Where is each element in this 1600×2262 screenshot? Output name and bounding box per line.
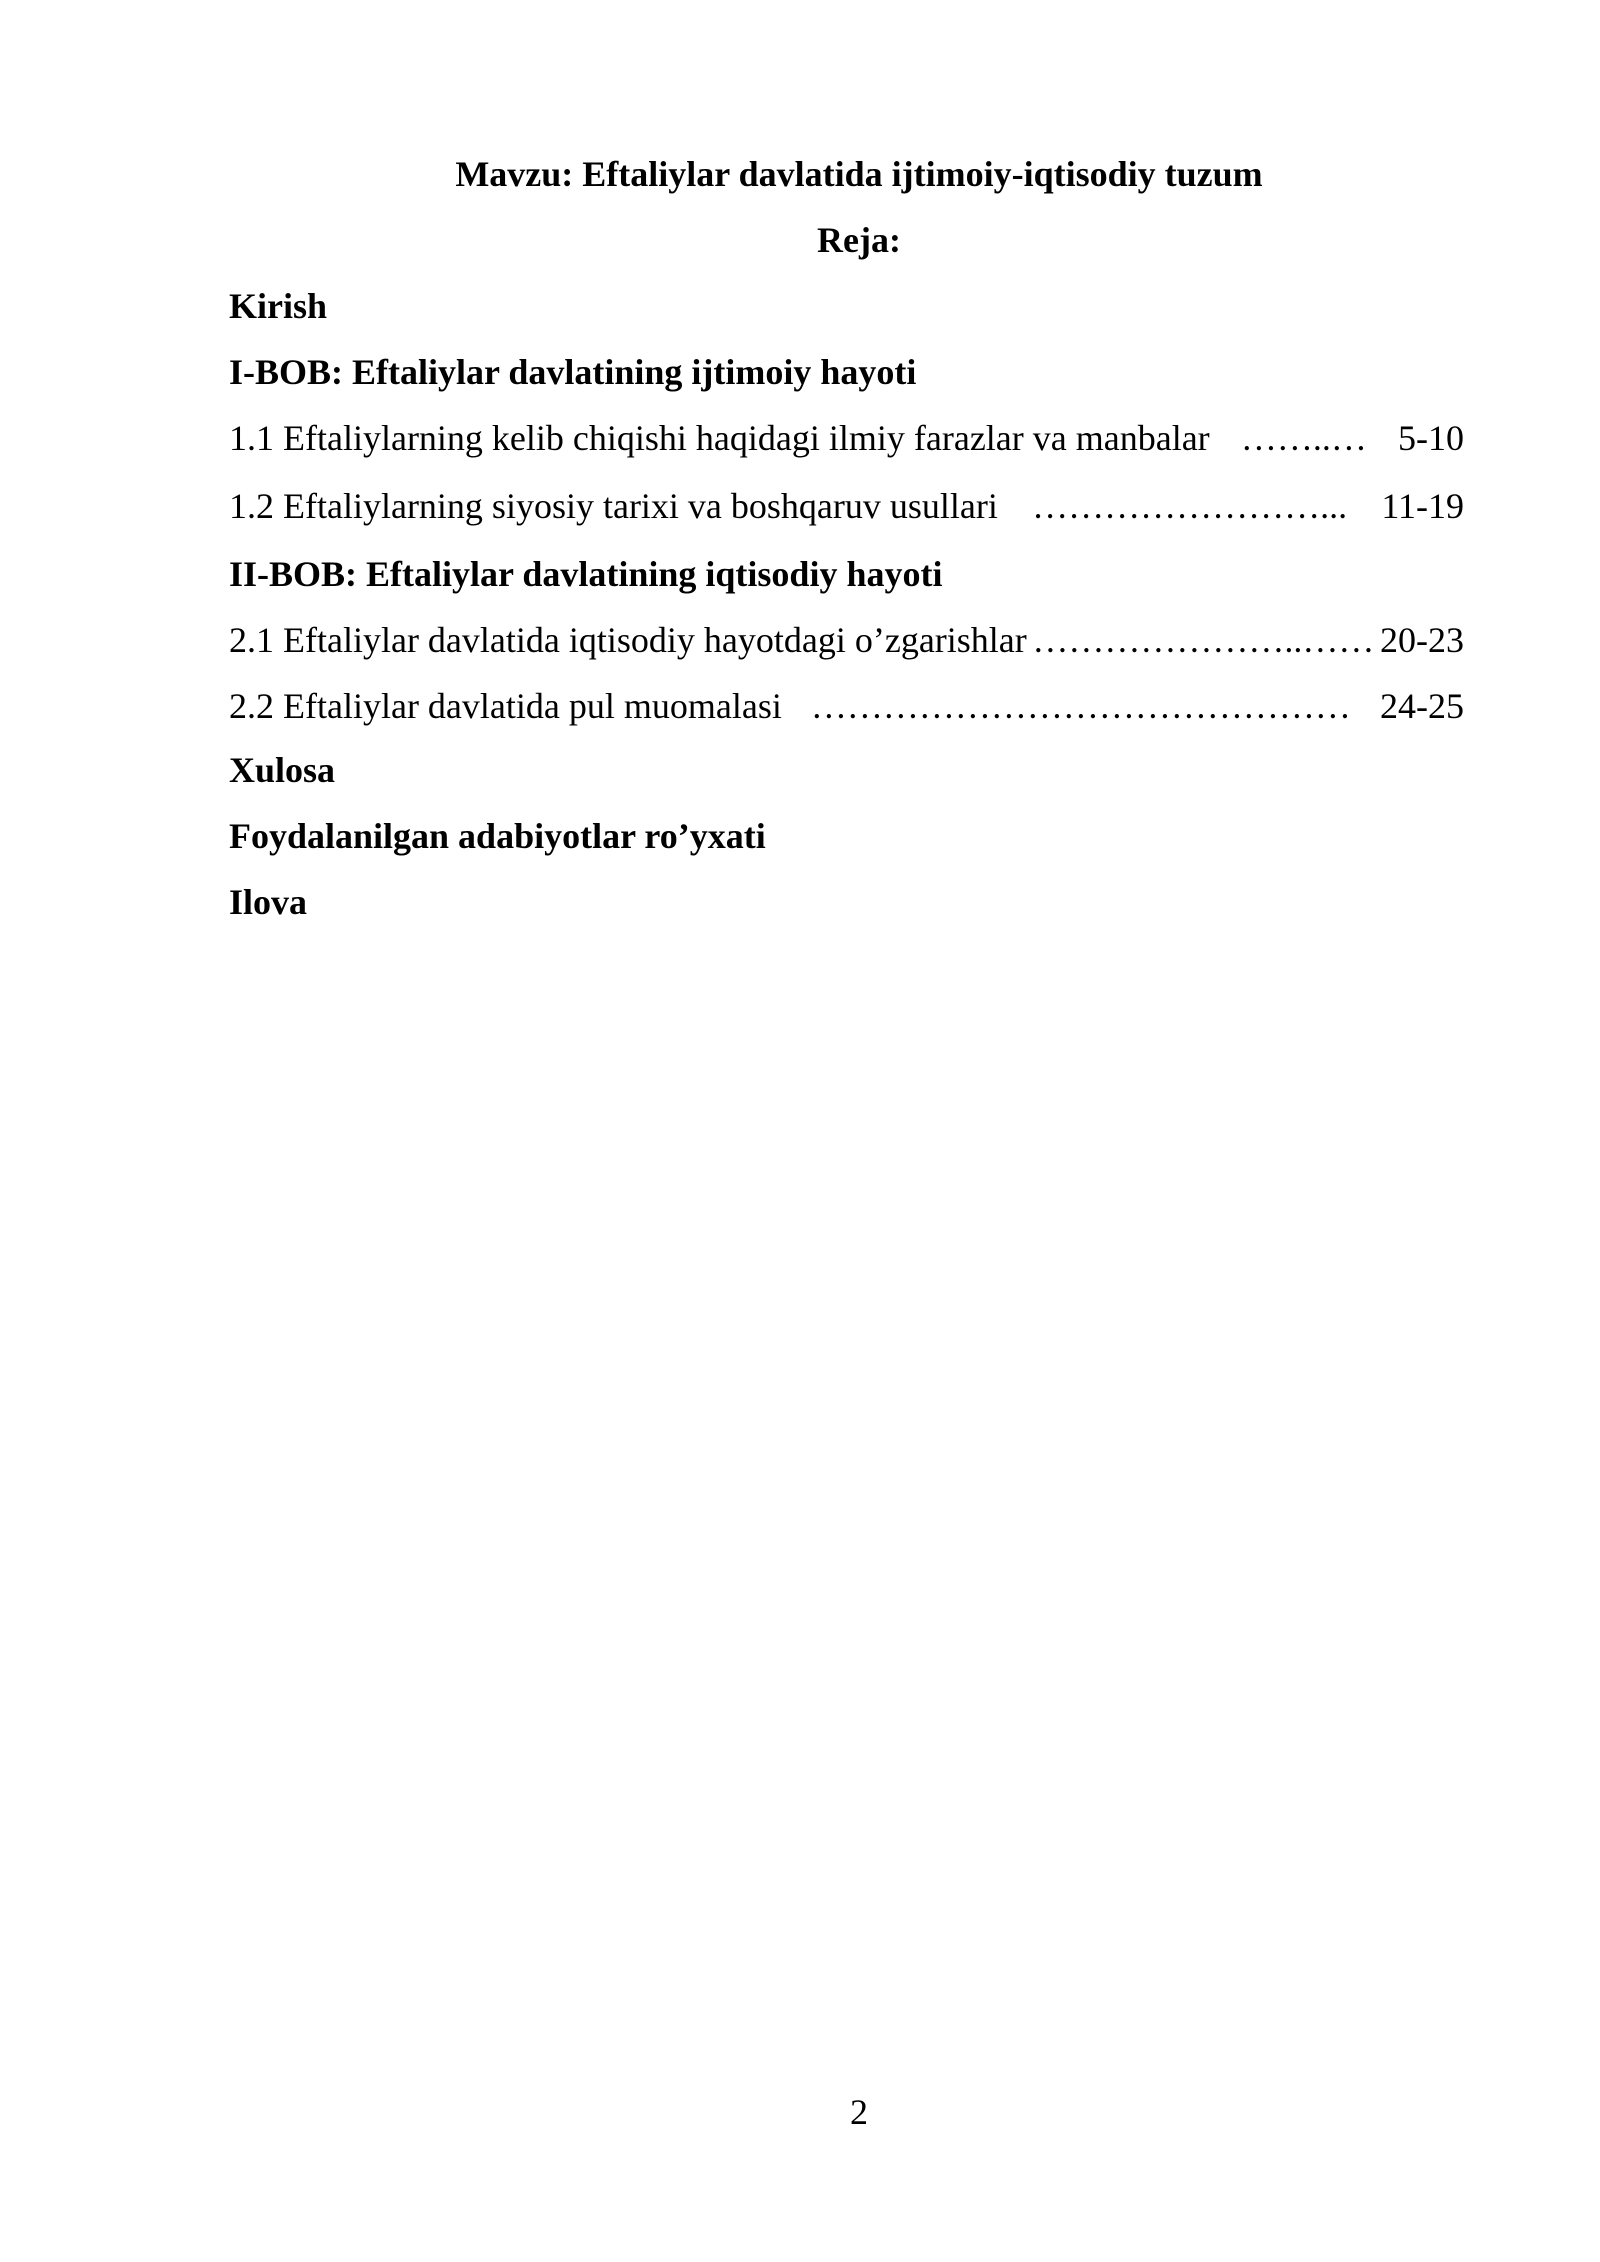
toc-leader-dots: …………………..…… [1032, 620, 1375, 660]
toc-entry-text: 2.2 Eftaliylar davlatida pul muomalasi [229, 686, 782, 726]
document-title: Mavzu: Eftaliylar davlatida ijtimoiy-iqtisodiy tuzum [455, 154, 1263, 194]
page-number: 2 [850, 2092, 868, 2132]
toc-entry-pages: 5-10 [1397, 418, 1464, 458]
toc-appendix: Ilova [229, 882, 308, 922]
toc-conclusion: Xulosa [229, 750, 336, 790]
toc-entry-2-2 [229, 682, 1464, 730]
toc-leader-dots: ……..… [1240, 418, 1367, 458]
toc-entry-text: 2.1 Eftaliylar davlatida iqtisodiy hayotdagi o’zgarishlar [229, 620, 1027, 660]
toc-entry-text: 1.1 Eftaliylarning kelib chiqishi haqidagi ilmiy farazlar va manbalar [229, 418, 1210, 458]
toc-leader-dots: ……………………... [1032, 486, 1348, 526]
toc-entry-pages: 11-19 [1381, 486, 1464, 526]
toc-intro: Kirish [229, 286, 328, 326]
toc-leader-dots: ……………………………………… [810, 686, 1351, 726]
toc-chapter-2-heading: II-BOB: Eftaliylar davlatining iqtisodiy hayoti [229, 554, 943, 594]
toc-entry-pages: 20-23 [1379, 620, 1464, 660]
plan-heading: Reja: [817, 220, 901, 260]
toc-entry-1-2 [229, 482, 1464, 530]
toc-references: Foydalanilgan adabiyotlar ro’yxati [229, 816, 766, 856]
toc-entry-pages: 24-25 [1379, 686, 1464, 726]
toc-chapter-1-heading: I-BOB: Eftaliylar davlatining ijtimoiy hayoti [229, 352, 917, 392]
toc-entry-1-1 [229, 414, 1464, 462]
toc-entry-2-1 [229, 616, 1464, 664]
toc-entry-text: 1.2 Eftaliylarning siyosiy tarixi va boshqaruv usullari [229, 486, 998, 526]
